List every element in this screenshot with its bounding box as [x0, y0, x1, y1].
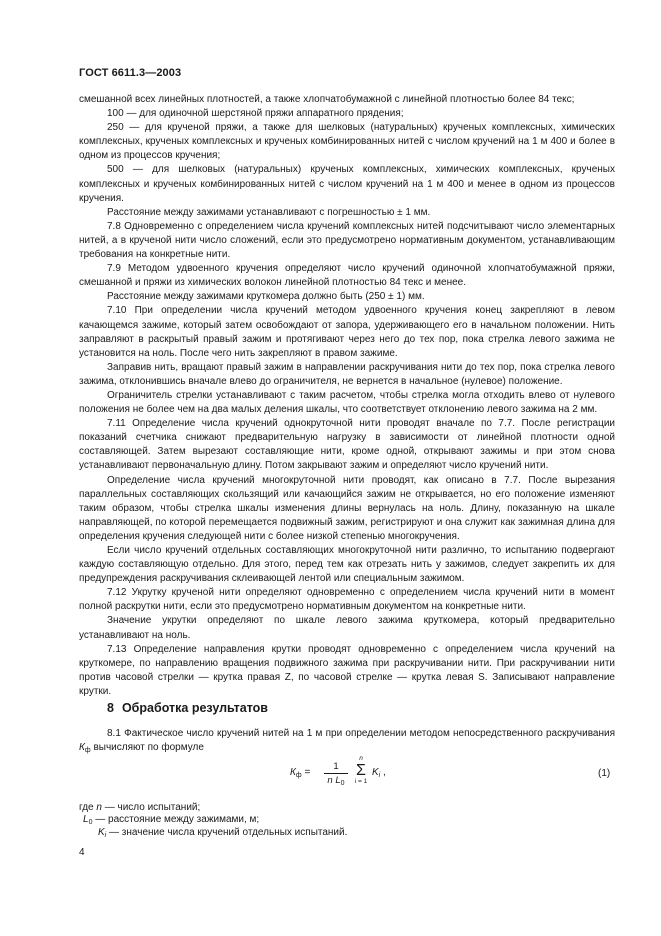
paragraph: 100 — для одиночной шерстяной пряжи аппаратного прядения;	[107, 108, 404, 120]
paragraph: 7.12 Укрутку крученой нити определяют одновременно с определением числа кручений нити в момент полной раскрутки нити, если это предусмотрено нормативным документом на конкретные нити.	[79, 587, 615, 613]
sum-lower-limit: i = 1	[354, 778, 368, 785]
equation-number: (1)	[598, 768, 611, 779]
formula-denominator: n $L_0$	[327, 775, 345, 787]
document-header: ГОСТ 6611.3—2003	[79, 67, 182, 79]
sum-upper-limit: n	[359, 755, 363, 762]
body-text	[79, 93, 615, 699]
paragraph-8-1	[79, 727, 615, 755]
page-number: 4	[79, 847, 85, 858]
paragraph: Расстояние между зажимами круткомера должно быть (250 ± 1) мм.	[107, 291, 425, 303]
paragraph: Если число кручений отдельных составляющих многокруточной нити различно, то испытанию подвергают каждую составляющую отдельно. Для этого, перед тем как отрезать нить у зажимов, следует закрепить их для предупреждения раскручивания склеивающей лентой или специальным зажимом.	[79, 545, 615, 585]
formula-1	[290, 755, 390, 800]
formula-lhs: $К_ф$ =	[290, 767, 311, 779]
paragraph: 7.10 При определении числа кручений методом удвоенного кручения конец закрепляют в левом качающемся зажиме, который затем освобождают от запора, удерживающего его в начальном положении. Нить заправляют в раскрытый правый зажим и протягивают через него до тех пор, пока стрелка левого зажима не установится на ноль. После чего нить закрепляют в правом зажиме.	[79, 305, 615, 359]
formula-sum	[353, 755, 369, 786]
formula-fraction	[324, 761, 348, 786]
paragraph: Определение числа кручений многокруточной нити проводят, как описано в 7.7. После вырезания параллельных составляющих скользящий или качающийся зажим не открывается, но его положение изменяют таким образом, чтобы стрелка шкалы изменения длины вернулась на ноль. Длину, показанную на шкале направляющей, по которой перемещается подвижный зажим, регистрируют и она служит как зажимная длина для определения кручения следующей нити с более низкой степенью многокручения.	[79, 474, 615, 542]
section-title: Обработка результатов	[121, 701, 268, 715]
formula-rhs: $K_i$ ,	[372, 767, 386, 779]
paragraph: 500 — для шелковых (натуральных) крученых комплексных, химических комплексных, крученых комплексных и крученых комбинированных нитей с числом кручений на 1 м 400 и менее в одном из процессов кручения.	[79, 164, 615, 204]
formula-numerator: 1	[333, 761, 339, 772]
section-number: 8	[107, 701, 114, 715]
paragraph: смешанной всех линейных плотностей, а также хлопчатобумажной с линейной плотностью более 84 текс;	[79, 94, 575, 105]
section-heading	[107, 701, 268, 715]
where-block	[79, 802, 615, 839]
paragraph: 7.13 Определение направления крутки проводят одновременно с определением числа кручений на круткомере, по направлению вращения подвижного зажима при раскручивании нити. При раскручивании нити против часовой стрелки — крутка правая Z, по часовой стрелке — крутка левая S. Записывают направление крутки.	[79, 643, 615, 697]
paragraph: 7.11 Определение числа кручений однокруточной нити проводят вначале по 7.7. После регистрации показаний счетчика снижают предварительную нагрузку в зависимости от линейной плотности одной составляющей. Затем вырезают составляющие нити, кроме одной, открывают зажимы и при этом снова устанавливают первоначальную длину. Потом закрывают зажим и определяют число кручений нити.	[79, 418, 615, 472]
where-line: $K_i$ — значение числа кручений отдельных испытаний.	[98, 826, 348, 839]
paragraph: Заправив нить, вращают правый зажим в направлении раскручивания нити до тех пор, пока стрелка левого зажима, отклонившись вначале влево до ограничителя, не вернется в начальное (нулевое) положение.	[79, 361, 615, 387]
paragraph: Расстояние между зажимами устанавливают с погрешностью ± 1 мм.	[107, 206, 431, 218]
paragraph: Значение укрутки определяют по шкале левого зажима круткомера, который предварительно устанавливают на ноль.	[79, 615, 615, 641]
sum-sign: Σ	[356, 762, 366, 779]
where-line: где n — число испытаний;	[79, 802, 201, 813]
where-line: $L_0$ — расстояние между зажимами, м;	[83, 814, 260, 827]
paragraph: 7.8 Одновременно с определением числа кручений комплексных нитей подсчитывают число элементарных нитей, а в крученой нити число сложений, если это предусмотрено нормативным документом, устанавливающим требования на конкретные нити.	[79, 220, 615, 261]
fraction-bar	[324, 773, 348, 774]
paragraph: 250 — для крученой пряжи, а также для шелковых (натуральных) крученых комплексных, химических комплексных, крученых комплексных и крученых комбинированных нитей с числом кручений на 1 м 400 и более в одном из процессов кручения;	[79, 122, 615, 162]
paragraph-8-1-text: 8.1 Фактическое число кручений нитей на 1 м при определении методом непосредственного раскручивания $К_ф$ вычисляют по формуле	[79, 728, 615, 755]
paragraph: 7.9 Методом удвоенного кручения определяют число кручений одиночной хлопчатобумажной пряжи, смешанной и пряжи из химических волокон линейной плотностью 84 текс и менее.	[79, 263, 615, 289]
paragraph: Ограничитель стрелки устанавливают с таким расчетом, чтобы стрелка могла отходить влево от нулевого положения не более чем на два малых деления шкалы, что соответствует отклонению левого зажима на 2 мм.	[79, 389, 615, 416]
